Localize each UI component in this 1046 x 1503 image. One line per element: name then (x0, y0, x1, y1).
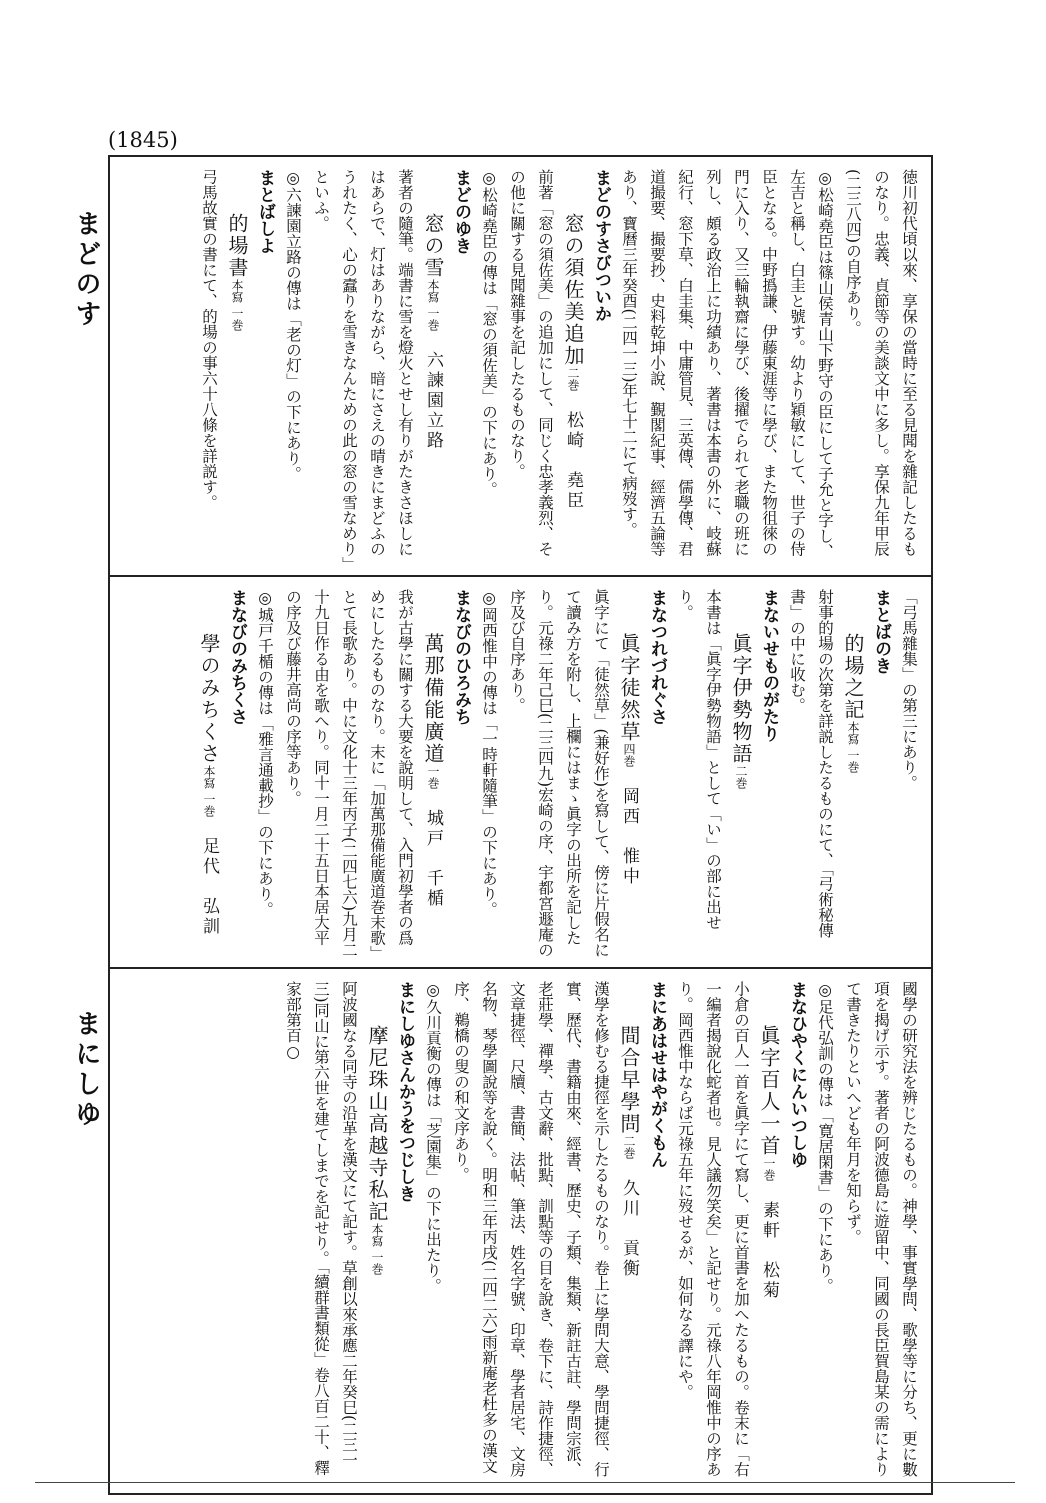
entry-heading: まどのすさびついか (591, 169, 611, 322)
entry-heading: まとばしよ (255, 169, 275, 254)
work-line (559, 169, 587, 565)
work-line (615, 981, 643, 1485)
work-line (363, 981, 391, 1485)
body-paragraph: ◎足代弘訓の傳は「寛居閑書」の下にあり。 (816, 981, 834, 1294)
entry-heading: まどのゆき (451, 169, 471, 254)
text-band-bottom (110, 967, 931, 1495)
work-meta: 本寫 一巻 (202, 765, 216, 817)
work-meta: 四巻 (622, 743, 636, 767)
work-meta: 一巻 (762, 1157, 776, 1181)
entry-heading: まなびのひろみち (451, 589, 471, 725)
body-paragraph: 本書は「眞字伊勢物語」として「い」の部に出せり。 (676, 589, 722, 930)
text-band-top (110, 157, 931, 575)
body-paragraph: ◎六諫園立路の傳は「老の灯」の下にあり。 (284, 169, 302, 482)
work-line (615, 589, 643, 959)
band-flow (118, 589, 923, 959)
entry-heading: まにしゆさんかうをつじしき (395, 981, 415, 1202)
work-title: 間合早學問 (617, 1025, 641, 1135)
work-meta: 二巻 (622, 1135, 636, 1159)
body-paragraph: ◎岡西惟中の傳は「一時軒隨筆」の下にあり。 (480, 589, 498, 917)
body-paragraph: 漢學を修むる捷徑を示したるものなり。卷上に學問大意、學問捷徑、行實、歷代、書籍由來、經書、歷史、子類、集類、新註古註、學問宗派、老莊學、禪學、古文辭、批點、訓點等の目を說き、卷下に、詩作捷徑、文章捷徑、尺牘、書簡、法帖、筆法、姓名字號、印章、學者居宅、文房名物、琴學圖說等を說く。明和三年丙戌(二四二六)雨新庵老杜多の漢文序、鵜橋の叟の和文序あり。 (452, 981, 610, 1477)
work-meta: 本寫 一巻 (426, 279, 440, 331)
work-author: 城戸 千楯 (423, 809, 443, 910)
work-author: 素軒 松菊 (759, 1201, 779, 1302)
work-title: 眞字伊勢物語 (729, 633, 753, 765)
entry-heading: まなひやくにんいつしゆ (787, 981, 807, 1168)
body-paragraph: 國學の研究法を辨じたるもの。神學、事實學問、歌學等に分ち、更に數項を揭げ示す。著者の阿波德島に遊留中、同國の長臣賀島某の需によりて書きたりといへども年月を知らず。 (844, 981, 918, 1477)
work-title: 的場書 (225, 213, 249, 279)
entry-heading: まとばのき (871, 589, 891, 674)
work-line (727, 589, 755, 959)
work-line (755, 981, 783, 1485)
body-paragraph: 小倉の百人一首を眞字にて寫し、更に首書を加へたるもの。卷末に「右一編者揭說化蛇者也。見人議勿笑矣」と記せり。元祿八年岡惟中の序あり。岡西惟中ならば元祿五年に歿せるが、如何なる譯にや。 (676, 981, 750, 1477)
work-meta: 本寫 一巻 (370, 1223, 384, 1275)
footer-rule (35, 1482, 1015, 1483)
work-title: 眞字徒然草 (617, 633, 641, 743)
body-paragraph: 眞字にて「徒然草」(兼好作)を寫して、傍に片假名にて讀み方を附し、上欄にはまゝ眞字の出所を記したり。元祿二年己巳(二三四九)宏崎の序、宇都宮遯庵の序及び自序あり。 (508, 589, 610, 958)
body-paragraph: 著者の隨筆。端書に雪を燈火とせし有りがたきさほしにはあらで、灯はありながら、暗にさえの晴きにまどふのうれたく、心の蠧りを雪きなんための此の窓の雪なめり」といふ。 (312, 169, 414, 565)
work-meta: 二巻 (566, 367, 580, 391)
work-line (419, 169, 447, 565)
text-band-middle (110, 575, 931, 969)
body-paragraph: ◎松崎堯臣の傳は「窓の須佐美」の下にあり。 (480, 169, 498, 497)
entry-heading: まないせものがたり (759, 589, 779, 742)
body-paragraph: 射事的場の次第を詳説したるものにて、「弓術秘傳書」の中に收む。 (788, 589, 834, 938)
work-line (419, 589, 447, 959)
work-author: 久川 貢衡 (619, 1179, 639, 1280)
work-title: 萬那備能廣道 (421, 633, 445, 765)
work-title: 窓の須佐美追加 (561, 213, 585, 367)
work-meta: 本寫 一巻 (230, 279, 244, 331)
work-line (223, 169, 251, 565)
work-title: 的場之記 (841, 633, 865, 721)
work-line (839, 589, 867, 959)
work-title: 摩尼珠山高越寺私記 (365, 1025, 389, 1223)
work-meta: 二巻 (734, 765, 748, 789)
work-meta: 一巻 (426, 765, 440, 789)
entry-heading: まなつれづれぐさ (647, 589, 667, 725)
entry-heading: まにあはせはやがくもん (647, 981, 667, 1168)
body-paragraph: 前著「窓の須佐美」の追加にして、同じく忠孝義烈、その他に關する見聞雜事を記したるものなり。 (508, 169, 554, 557)
side-head-bottom: まにしゆ (71, 1010, 101, 1130)
body-paragraph: ◎城戸千楯の傳は「雅言通載抄」の下にあり。 (256, 589, 274, 917)
page-number: (1845) (108, 128, 178, 152)
band-flow (118, 169, 923, 565)
body-paragraph: 我が古學に關する大要を說明して、入門初學者の爲めにしたるものなり。末に「加萬那備能廣道巻末歌」とて長歌あり。中に文化十三年丙子(二四七六)九月二十九日作る由を歌へり。同十一月二十五日本居大平の序及び藤井高尚の序等あり。 (284, 589, 414, 958)
body-paragraph: 阿波國なる同寺の沿革を漢文にて記す。草創以來承應二年癸巳(二三一三)同山に第六世を建てしまでを記せり。「續群書類從」卷八百二十、釋家部第百○ (284, 981, 358, 1476)
body-paragraph: 弓馬故實の書にて、的場の事六十八條を詳説す。 (200, 169, 218, 510)
work-title: 學のみちくさ (197, 633, 221, 765)
work-line (195, 589, 223, 959)
body-paragraph: ◎松崎堯臣は篠山侯青山下野守の臣にして子允と字し、左吉と稱し、白圭と號す。幼より穎敏にして、世子の侍臣となる。中野撝謙、伊藤東涯等に學び、また物徂徠の門に入り、又三輪執齋に學び、後擢でられて老職の班に列し、頗る政治上に功績あり、著書は本書の外に、岐蘇紀行、窓下草、白圭集、中庸管見、三英傳、儒學傳、君道撮要、撮要抄、史料乾坤小說、覲閣紀事、經濟五論等あり、寶曆三年癸酉(二四一三)年七十二にて病歿す。 (620, 169, 834, 559)
band-flow (118, 981, 923, 1485)
body-paragraph: ◎久川貢衡の傳は「芝園集」の下に出たり。 (424, 981, 442, 1294)
work-meta: 本寫 一巻 (846, 721, 860, 773)
page-frame (108, 155, 933, 1495)
work-title: 眞字百人一首 (757, 1025, 781, 1157)
work-title: 窓の雪 (421, 213, 445, 279)
work-author: 岡西 惟中 (619, 787, 639, 888)
body-paragraph: 徳川初代頃以來、享保の當時に至る見聞を雜記したるものなり。忠義、貞節等の美談文中に多し。享保九年甲辰(二三八四)の自序あり。 (844, 169, 918, 557)
work-author: 足代 弘訓 (199, 837, 219, 938)
body-paragraph: 「弓馬雜集」の第三にあり。 (900, 589, 918, 791)
work-author: 松崎 堯臣 (563, 411, 583, 512)
entry-heading: まなびのみちくさ (227, 589, 247, 725)
side-head-top: まどのす (71, 210, 101, 330)
work-author: 六諫園立路 (423, 351, 443, 452)
